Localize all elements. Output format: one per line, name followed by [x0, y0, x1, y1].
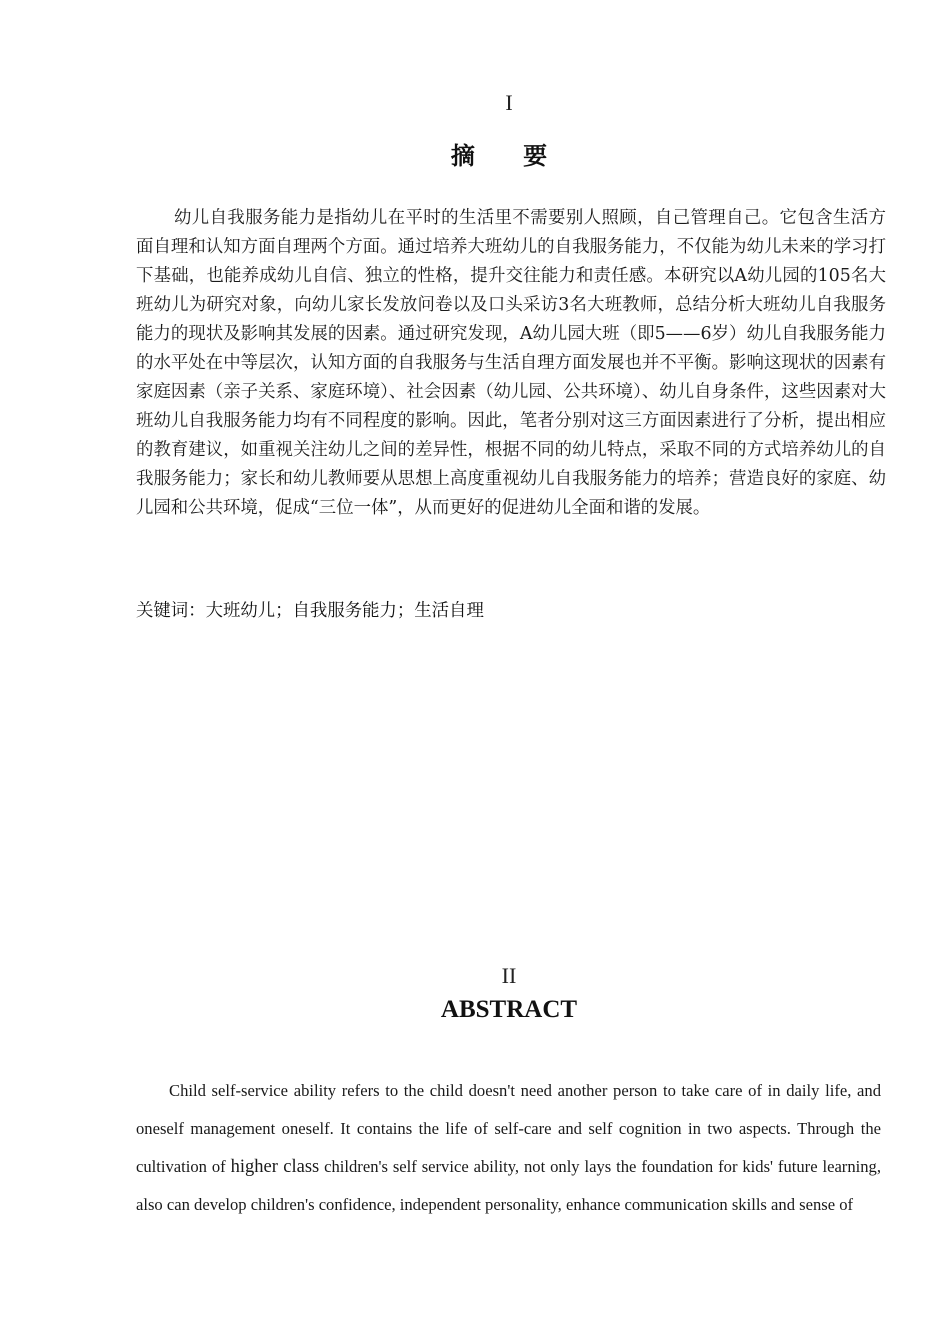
abstract-title-cn: 摘 要 — [450, 142, 568, 170]
abstract-en-part2: children's self service ability, not only lays the foundation for kids' future learning, also can develop children's confidence, independent personality, enhance communication skills and sense of — [136, 1157, 881, 1214]
page-number-2: II — [501, 963, 517, 988]
abstract-body-cn: 幼儿自我服务能力是指幼儿在平时的生活里不需要别人照顾，自己管理自己。它包含生活方面自理和认知方面自理两个方面。通过培养大班幼儿的自我服务能力，不仅能为幼儿未来的学习打下基础，也能养成幼儿自信、独立的性格，提升交往能力和责任感。本研究以A幼儿园的105名大班幼儿为研究对象，向幼儿家长发放问卷以及口头采访3名大班教师，总结分析大班幼儿自我服务能力的现状及影响其发展的因素。通过研究发现，A幼儿园大班（即5——6岁）幼儿自我服务能力的水平处在中等层次，认知方面的自我服务与生活自理方面发展也并不平衡。影响这现状的因素有家庭因素（亲子关系、家庭环境）、社会因素（幼儿园、公共环境）、幼儿自身条件，这些因素对大班幼儿自我服务能力均有不同程度的影响。因此，笔者分别对这三方面因素进行了分析，提出相应的教育建议，如重视关注幼儿之间的差异性，根据不同的幼儿特点，采取不同的方式培养幼儿的自我服务能力；家长和幼儿教师要从思想上高度重视幼儿自我服务能力的培养；营造良好的家庭、幼儿园和公共环境，促成“三位一体”，从而更好的促进幼儿全面和谐的发展。 — [136, 208, 886, 518]
abstract-en-part1: Child self-service ability refers to the child doesn't need another person to take care of in daily life, and oneself management oneself. It contains the life of self-care and self cognition in two aspects. Through the cultivation of — [136, 1081, 881, 1176]
page-number-1: I — [505, 90, 513, 115]
abstract-body-en — [136, 1072, 881, 1224]
abstract-en-emphasis: higher class — [230, 1157, 320, 1177]
keywords-value: 大班幼儿；自我服务能力；生活自理 — [205, 601, 484, 621]
keywords-label: 关键词： — [136, 601, 206, 621]
keywords-line — [136, 598, 886, 624]
abstract-title-en: ABSTRACT — [440, 996, 578, 1023]
